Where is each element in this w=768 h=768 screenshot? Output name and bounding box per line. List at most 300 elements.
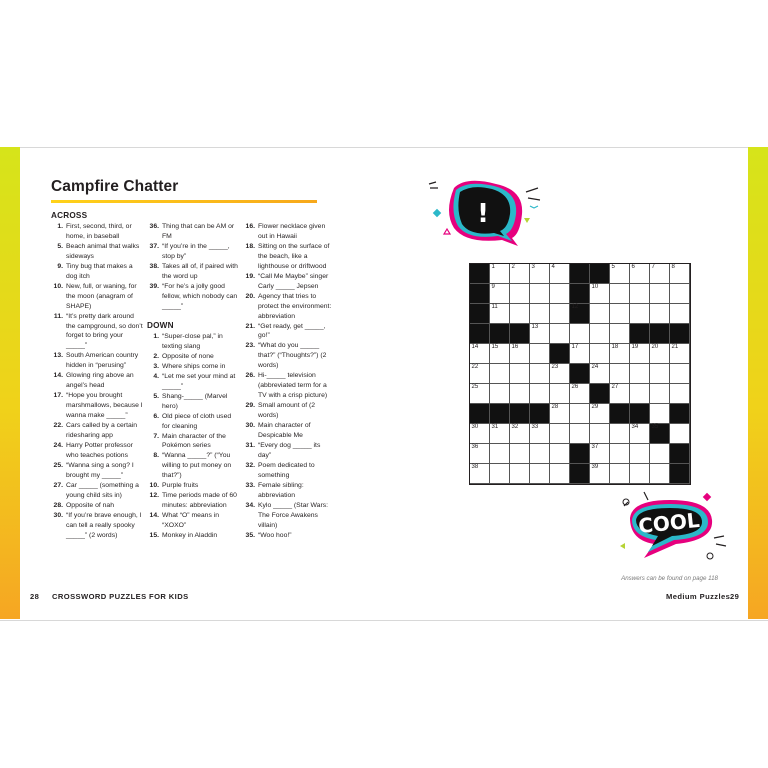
clue-item: [243, 242, 335, 272]
clue-number: 21.: [245, 322, 255, 330]
clue-number: 7.: [153, 432, 159, 440]
clue-text: Glowing ring above an angel’s head: [66, 372, 134, 390]
clue-item: [147, 262, 239, 282]
clues-column-1: [51, 222, 143, 541]
clue-number: 11.: [53, 312, 63, 320]
clue-number: 24.: [53, 441, 63, 449]
cell-number: 34: [631, 424, 639, 430]
grid-cell[interactable]: [630, 464, 650, 484]
cell-number: 22: [471, 364, 479, 370]
grid-cell[interactable]: [530, 264, 550, 284]
page-title: Campfire Chatter: [51, 178, 179, 195]
clue-item: [147, 481, 239, 491]
clue-number: 2.: [153, 352, 159, 360]
clue-text: Beach animal that walks sideways: [66, 242, 140, 260]
grid-block: [670, 324, 690, 344]
cell-number: 12: [571, 304, 579, 310]
cell-number: 18: [611, 344, 619, 350]
clue-item: [147, 372, 239, 392]
grid-block: [550, 344, 570, 364]
grid-cell[interactable]: [530, 284, 550, 304]
clue-text: Small amount of (2 words): [258, 402, 316, 420]
grid-cell[interactable]: [630, 264, 650, 284]
grid-block: [670, 404, 690, 424]
cell-number: 21: [671, 344, 679, 350]
title-underline: [51, 200, 317, 203]
clue-number: 36.: [149, 223, 159, 230]
clue-text: Hi-_____ television (abbreviated term for a TV with a crisp picture): [258, 372, 328, 400]
grid-cell[interactable]: [670, 364, 690, 384]
clue-item: [147, 362, 239, 372]
left-color-edge: [0, 147, 20, 619]
grid-cell[interactable]: [550, 324, 570, 344]
across-heading: ACROSS: [51, 211, 88, 220]
grid-cell[interactable]: [630, 304, 650, 324]
cell-number: 13: [531, 324, 539, 330]
grid-cell[interactable]: [550, 364, 570, 384]
grid-cell[interactable]: [630, 364, 650, 384]
grid-cell[interactable]: [650, 464, 670, 484]
grid-block: [610, 404, 630, 424]
grid-block: [630, 404, 650, 424]
grid-block: [470, 324, 490, 344]
clue-item: [243, 222, 335, 242]
clue-item: [51, 461, 143, 481]
clue-item: [147, 531, 239, 541]
grid-cell[interactable]: [590, 464, 610, 484]
clue-text: Time periods made of 60 minutes: abbreviation: [162, 492, 237, 510]
grid-cell[interactable]: [530, 424, 550, 444]
cell-number: 8: [671, 264, 675, 270]
clue-text: “If you’re brave enough, I can tell a really spooky _____” (2 words): [66, 511, 142, 539]
clue-number: 9.: [57, 262, 63, 270]
clue-item: [243, 421, 335, 441]
cell-number: 19: [631, 344, 639, 350]
grid-block: [650, 424, 670, 444]
grid-cell[interactable]: [510, 424, 530, 444]
clue-text: South American country hidden in “perusing”: [66, 352, 139, 370]
clues-column-2-across: [147, 222, 239, 312]
diamond-icon: [433, 209, 441, 217]
grid-cell[interactable]: [550, 284, 570, 304]
clue-text: Opposite of nah: [66, 501, 114, 509]
clue-item: [51, 481, 143, 501]
zigzag-icon: [530, 206, 538, 208]
clue-text: Kylo _____ (Star Wars: The Force Awakens villain): [258, 501, 329, 529]
clue-item: [243, 272, 335, 292]
cell-number: 23: [551, 364, 559, 370]
grid-block: [510, 324, 530, 344]
cell-number: 36: [471, 444, 479, 450]
crossword-grid: [469, 263, 691, 485]
clue-number: 30.: [245, 422, 255, 430]
cool-label: COOL: [637, 507, 701, 539]
grid-cell[interactable]: [670, 284, 690, 304]
clue-item: [243, 441, 335, 461]
grid-cell[interactable]: [490, 264, 510, 284]
triangle-icon: [444, 229, 450, 234]
cell-number: 9: [491, 284, 495, 290]
clue-item: [147, 392, 239, 412]
grid-cell[interactable]: [610, 324, 630, 344]
cell-number: 35: [651, 424, 659, 430]
grid-cell[interactable]: [550, 404, 570, 424]
sparkle-lines-icon: [644, 492, 648, 500]
clue-number: 38.: [149, 262, 159, 270]
sparkle-lines-icon: [714, 536, 726, 546]
clue-item: [243, 322, 335, 342]
grid-block: [470, 404, 490, 424]
clue-number: 35.: [245, 531, 255, 539]
grid-cell[interactable]: [630, 344, 650, 364]
grid-cell[interactable]: [490, 364, 510, 384]
clue-number: 10.: [53, 282, 63, 290]
clue-text: “For he’s a jolly good fellow, which nobody can _____”: [162, 282, 238, 310]
cell-number: 3: [531, 264, 535, 270]
clue-item: [147, 491, 239, 511]
clue-item: [51, 242, 143, 262]
grid-cell[interactable]: [470, 384, 490, 404]
clue-number: 37.: [149, 242, 159, 250]
grid-block: [570, 364, 590, 384]
cell-number: 32: [511, 424, 519, 430]
clue-text: “If you’re in the _____, stop by”: [162, 242, 230, 260]
grid-cell[interactable]: [590, 344, 610, 364]
clue-number: 34.: [245, 501, 255, 509]
cell-number: 24: [591, 364, 599, 370]
grid-cell[interactable]: [590, 424, 610, 444]
clue-text: “Woo hoo!”: [258, 531, 292, 539]
clue-number: 5.: [153, 392, 159, 400]
clue-item: [147, 282, 239, 312]
clue-text: Flower necklace given out in Hawaii: [258, 223, 326, 240]
cell-number: 27: [611, 384, 619, 390]
grid-block: [470, 284, 490, 304]
cell-number: 20: [651, 344, 659, 350]
clue-number: 4.: [153, 372, 159, 380]
clue-text: Sitting on the surface of the beach, like a lighthouse or driftwood: [258, 242, 330, 270]
sparkle-lines-icon: [526, 188, 540, 200]
grid-cell[interactable]: [490, 304, 510, 324]
clue-number: 1.: [153, 333, 159, 340]
grid-cell[interactable]: [650, 304, 670, 324]
grid-cell[interactable]: [610, 304, 630, 324]
clue-number: 28.: [53, 501, 63, 509]
cell-number: 1: [491, 264, 495, 270]
grid-cell[interactable]: [590, 284, 610, 304]
grid-cell[interactable]: [670, 344, 690, 364]
grid-cell[interactable]: [470, 464, 490, 484]
cell-number: 5: [611, 264, 615, 270]
grid-cell[interactable]: [550, 444, 570, 464]
clue-item: [243, 401, 335, 421]
grid-cell[interactable]: [670, 384, 690, 404]
clue-item: [51, 262, 143, 282]
right-page-number: 29: [730, 592, 740, 601]
grid-cell[interactable]: [630, 384, 650, 404]
grid-cell[interactable]: [470, 444, 490, 464]
grid-cell[interactable]: [490, 344, 510, 364]
clue-number: 12.: [149, 492, 159, 500]
clue-number: 1.: [57, 223, 63, 230]
grid-cell[interactable]: [670, 424, 690, 444]
grid-block: [570, 464, 590, 484]
clue-text: Harry Potter professor who teaches potions: [66, 441, 133, 459]
clue-text: “Wanna _____?” (“You willing to put money on that?”): [162, 452, 232, 480]
grid-cell[interactable]: [510, 264, 530, 284]
grid-cell[interactable]: [530, 464, 550, 484]
cell-number: 38: [471, 464, 479, 470]
clue-number: 14.: [53, 372, 63, 380]
grid-block: [590, 384, 610, 404]
grid-cell[interactable]: [630, 424, 650, 444]
clue-text: Purple fruits: [162, 482, 199, 490]
grid-cell[interactable]: [510, 384, 530, 404]
clue-number: 14.: [149, 512, 159, 520]
grid-block: [670, 464, 690, 484]
grid-cell[interactable]: [610, 284, 630, 304]
clue-number: 39.: [149, 282, 159, 290]
cell-number: 39: [591, 464, 599, 470]
grid-cell[interactable]: [510, 304, 530, 324]
clue-text: Car _____ (something a young child sits in): [66, 481, 139, 499]
cell-number: 4: [551, 264, 555, 270]
clue-text: “Let me set your mind at _____”: [162, 372, 236, 390]
clue-item: [147, 432, 239, 452]
clue-number: 15.: [149, 532, 159, 540]
cell-number: 2: [511, 264, 515, 270]
cell-number: 11: [491, 304, 498, 310]
clue-number: 29.: [245, 402, 255, 410]
grid-block: [490, 404, 510, 424]
clue-text: “Every dog _____ its day”: [258, 441, 321, 459]
grid-cell[interactable]: [610, 384, 630, 404]
cell-number: 30: [471, 424, 479, 430]
clue-number: 17.: [53, 392, 63, 400]
grid-cell[interactable]: [550, 304, 570, 324]
clue-item: [147, 222, 239, 242]
grid-cell[interactable]: [490, 424, 510, 444]
clues-column-3: [243, 222, 335, 541]
grid-cell[interactable]: [610, 444, 630, 464]
clue-item: [243, 292, 335, 322]
cell-number: 26: [571, 384, 579, 390]
grid-cell[interactable]: [590, 444, 610, 464]
clue-text: Where ships come in: [162, 362, 226, 370]
grid-cell[interactable]: [530, 444, 550, 464]
clue-item: [51, 391, 143, 421]
clue-text: Opposite of none: [162, 352, 214, 360]
grid-cell[interactable]: [650, 284, 670, 304]
grid-cell[interactable]: [610, 364, 630, 384]
sparkle-lines-icon: [429, 182, 438, 188]
clues-column-2-down: [147, 332, 239, 541]
clue-item: [51, 441, 143, 461]
grid-cell[interactable]: [490, 444, 510, 464]
clue-number: 18.: [245, 242, 255, 250]
grid-cell[interactable]: [530, 304, 550, 324]
cell-number: 25: [471, 384, 479, 390]
grid-cell[interactable]: [510, 344, 530, 364]
cell-number: 7: [651, 264, 655, 270]
cell-number: 14: [471, 344, 479, 350]
clue-text: “It’s pretty dark around the campground, so don’t forget to bring your _____”: [66, 312, 143, 350]
grid-cell[interactable]: [590, 304, 610, 324]
grid-cell[interactable]: [490, 384, 510, 404]
grid-cell[interactable]: [610, 344, 630, 364]
grid-cell[interactable]: [510, 364, 530, 384]
cell-number: 31: [491, 424, 499, 430]
clue-text: “Super-close pal,” in texting slang: [162, 333, 223, 350]
grid-cell[interactable]: [570, 384, 590, 404]
grid-cell[interactable]: [490, 464, 510, 484]
clue-number: 6.: [153, 412, 159, 420]
grid-cell[interactable]: [590, 404, 610, 424]
circle-icon: [707, 553, 713, 559]
clue-item: [147, 332, 239, 352]
clue-text: Cars called by a certain ridesharing app: [66, 422, 138, 440]
clue-text: “Wanna sing a song? I brought my _____”: [66, 461, 134, 479]
grid-cell[interactable]: [670, 264, 690, 284]
right-running-footer: Medium Puzzles: [666, 592, 731, 601]
clue-item: [243, 341, 335, 371]
grid-cell[interactable]: [510, 464, 530, 484]
grid-block: [510, 404, 530, 424]
clue-number: 8.: [153, 452, 159, 460]
grid-cell[interactable]: [490, 284, 510, 304]
down-heading: DOWN: [147, 321, 174, 330]
grid-cell[interactable]: [530, 324, 550, 344]
cool-sticker: [610, 488, 734, 564]
grid-block: [670, 444, 690, 464]
clue-text: “Hope you brought marshmallows, because I wanna make _____”: [66, 392, 143, 420]
grid-cell[interactable]: [470, 344, 490, 364]
cell-number: 6: [631, 264, 635, 270]
clue-number: 30.: [53, 511, 63, 519]
clue-number: 25.: [53, 461, 63, 469]
clue-number: 31.: [245, 441, 255, 449]
grid-block: [570, 304, 590, 324]
clue-item: [51, 282, 143, 312]
cell-number: 29: [591, 404, 599, 410]
grid-cell[interactable]: [610, 264, 630, 284]
clue-number: 3.: [153, 362, 159, 370]
clue-item: [51, 501, 143, 511]
cell-number: 33: [531, 424, 539, 430]
grid-cell[interactable]: [650, 264, 670, 284]
clue-number: 5.: [57, 242, 63, 250]
clue-item: [147, 412, 239, 432]
clue-item: [51, 351, 143, 371]
clue-number: 13.: [53, 352, 63, 360]
clue-number: 20.: [245, 292, 255, 300]
grid-cell[interactable]: [590, 324, 610, 344]
clue-item: [51, 222, 143, 242]
grid-cell[interactable]: [650, 444, 670, 464]
grid-cell[interactable]: [630, 444, 650, 464]
grid-cell[interactable]: [550, 424, 570, 444]
grid-cell[interactable]: [650, 344, 670, 364]
clue-item: [243, 461, 335, 481]
answers-note: Answers can be found on page 118: [621, 575, 718, 582]
right-color-edge: [748, 147, 768, 619]
clue-number: 22.: [53, 422, 63, 430]
grid-cell[interactable]: [590, 364, 610, 384]
clue-text: Takes all of, if paired with the word up: [162, 262, 238, 280]
grid-cell[interactable]: [610, 424, 630, 444]
clue-number: 32.: [245, 461, 255, 469]
grid-cell[interactable]: [670, 304, 690, 324]
clue-item: [243, 481, 335, 501]
grid-cell[interactable]: [550, 464, 570, 484]
clue-text: New, full, or waning, for the moon (anagram of SHAPE): [66, 282, 137, 310]
exclamation-mark: !: [477, 199, 489, 229]
grid-cell[interactable]: [610, 464, 630, 484]
clue-text: Thing that can be AM or FM: [162, 223, 235, 240]
grid-cell[interactable]: [530, 344, 550, 364]
clue-text: “What do you _____ that?” (“Thoughts?”) (2 words): [258, 342, 327, 370]
grid-block: [470, 304, 490, 324]
clue-number: 23.: [245, 342, 255, 350]
clue-text: Monkey in Aladdin: [162, 532, 218, 540]
grid-cell[interactable]: [530, 364, 550, 384]
clue-text: Main character of the Pokémon series: [162, 432, 226, 450]
clue-text: Poem dedicated to something: [258, 461, 315, 479]
clue-number: 26.: [245, 372, 255, 380]
grid-cell[interactable]: [650, 384, 670, 404]
grid-cell[interactable]: [470, 364, 490, 384]
grid-cell[interactable]: [650, 404, 670, 424]
left-running-footer: CROSSWORD PUZZLES FOR KIDS: [52, 592, 189, 601]
grid-block: [590, 264, 610, 284]
clue-item: [243, 371, 335, 401]
clue-item: [51, 312, 143, 352]
grid-cell[interactable]: [570, 404, 590, 424]
grid-cell[interactable]: [530, 384, 550, 404]
clue-item: [147, 511, 239, 531]
grid-cell[interactable]: [510, 444, 530, 464]
grid-block: [490, 324, 510, 344]
clue-text: What “O” means in “XOXO”: [162, 512, 220, 530]
grid-cell[interactable]: [550, 264, 570, 284]
triangle-icon: [524, 218, 530, 223]
grid-cell[interactable]: [510, 284, 530, 304]
clue-item: [51, 511, 143, 541]
grid-cell[interactable]: [470, 424, 490, 444]
left-page-number: 28: [30, 592, 40, 601]
clue-item: [243, 501, 335, 531]
clue-item: [51, 371, 143, 391]
clue-text: Main character of Despicable Me: [258, 422, 311, 440]
clue-number: 19.: [245, 272, 255, 280]
grid-cell[interactable]: [630, 284, 650, 304]
grid-cell[interactable]: [550, 384, 570, 404]
triangle-icon: [620, 543, 625, 549]
cell-number: 15: [491, 344, 499, 350]
grid-cell[interactable]: [570, 424, 590, 444]
grid-cell[interactable]: [650, 364, 670, 384]
cell-number: 17: [571, 344, 579, 350]
grid-cell[interactable]: [570, 344, 590, 364]
clue-text: Shang-_____ (Marvel hero): [162, 392, 228, 410]
clue-item: [51, 421, 143, 441]
grid-block: [530, 404, 550, 424]
clue-number: 33.: [245, 481, 255, 489]
grid-cell[interactable]: [570, 324, 590, 344]
clue-text: Old piece of cloth used for cleaning: [162, 412, 232, 430]
clue-number: 10.: [149, 482, 159, 490]
clue-text: Agency that tries to protect the environment: abbreviation: [258, 292, 332, 320]
